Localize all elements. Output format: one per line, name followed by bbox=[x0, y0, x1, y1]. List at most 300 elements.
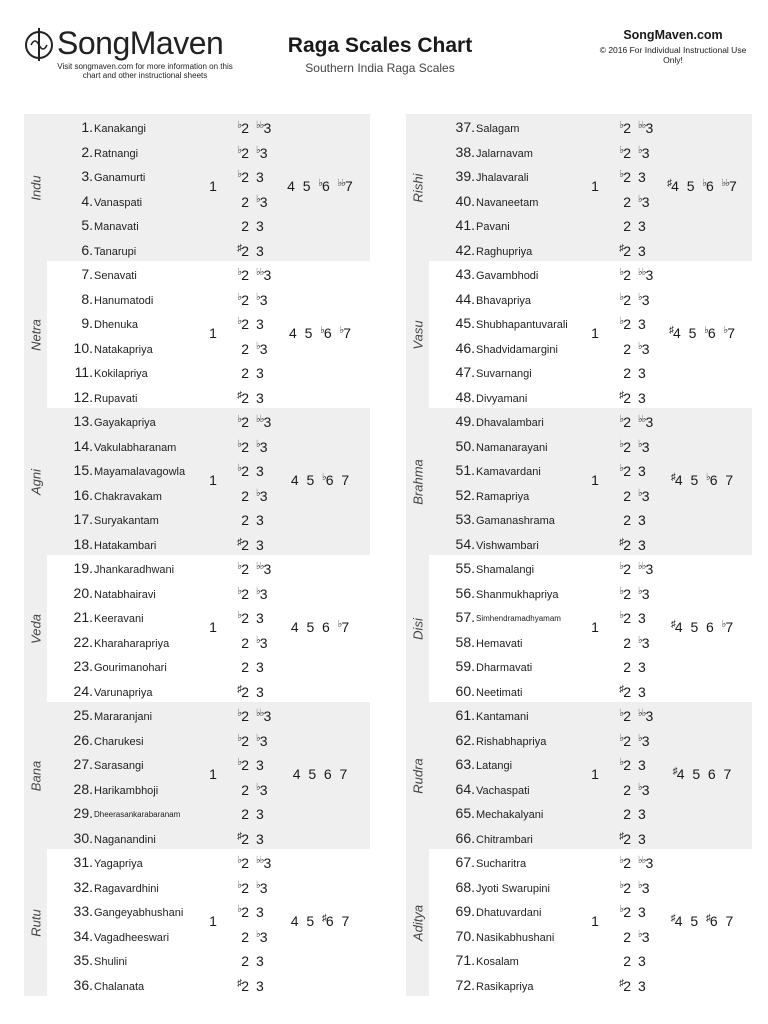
degree-2-value: 2 bbox=[241, 806, 249, 822]
raga-name: Ragavardhini bbox=[94, 882, 159, 895]
raga-row bbox=[429, 727, 752, 752]
degree-2-value: 2 bbox=[623, 781, 631, 798]
degree-3-value: 3 bbox=[259, 732, 268, 749]
degree-3-value: 3 bbox=[638, 757, 646, 773]
upper-a4: ♯ bbox=[669, 325, 674, 336]
degree-2-value: 2 bbox=[241, 291, 249, 308]
degree-3-value: 3 bbox=[256, 365, 264, 381]
tonic: 1 bbox=[209, 619, 217, 635]
raga-name: Sarasangi bbox=[94, 760, 144, 772]
degree-2-accidental: ♭ bbox=[237, 610, 242, 621]
raga-number: 38. bbox=[455, 143, 475, 160]
degree-2-accidental: ♯ bbox=[237, 683, 242, 695]
degree-3-accidental: ♭ bbox=[256, 144, 260, 156]
upper-a6: ♭ bbox=[702, 178, 707, 189]
raga-name: Vanaspati bbox=[94, 196, 143, 209]
degree-3-accidental: ♭ bbox=[256, 291, 260, 303]
upper-d7: 7 bbox=[725, 913, 734, 929]
raga-number: 45. bbox=[455, 315, 475, 331]
upper-d7: 7 bbox=[341, 472, 350, 488]
degree-2-accidental: ♭ bbox=[619, 463, 624, 474]
degree-3 bbox=[256, 974, 284, 1001]
degree-3-accidental: ♭ bbox=[638, 732, 642, 744]
degree-3-accidental: ♭ bbox=[638, 487, 642, 499]
raga-number: 60. bbox=[455, 682, 475, 699]
degree-3-value: 3 bbox=[256, 463, 264, 479]
degree-3-value: 3 bbox=[638, 169, 646, 185]
degree-2-accidental: ♭ bbox=[619, 708, 624, 719]
raga-row bbox=[47, 408, 370, 433]
raga-number: 47. bbox=[455, 364, 475, 380]
degree-3-value: 3 bbox=[256, 389, 264, 406]
degree-3-value: 3 bbox=[263, 561, 272, 577]
group-label bbox=[406, 555, 429, 702]
raga-name: Neetimati bbox=[476, 686, 523, 699]
degree-3-value: 3 bbox=[641, 634, 650, 651]
degree-3-value: 3 bbox=[259, 291, 268, 308]
degree-2-value: 2 bbox=[623, 561, 631, 577]
degree-2-accidental: ♭ bbox=[237, 904, 242, 915]
degree-3-value: 3 bbox=[259, 879, 268, 896]
upper-degrees bbox=[270, 766, 370, 782]
group-label bbox=[24, 849, 47, 996]
upper-d7: 7 bbox=[725, 472, 734, 488]
upper-degrees bbox=[270, 913, 370, 929]
raga-name: Raghupriya bbox=[476, 245, 533, 258]
upper-d5: 5 bbox=[688, 325, 697, 341]
group-label bbox=[406, 114, 429, 261]
degree-2-value: 2 bbox=[623, 169, 631, 185]
degree-2-value: 2 bbox=[623, 855, 631, 871]
raga-number: 16. bbox=[73, 486, 93, 503]
tonic: 1 bbox=[591, 472, 599, 488]
group-label-text: Netra bbox=[28, 318, 43, 351]
degree-2-accidental: ♭ bbox=[237, 585, 242, 597]
upper-d6: 6 bbox=[325, 913, 334, 929]
tonic: 1 bbox=[209, 913, 217, 929]
degree-3-accidental: ♭♭ bbox=[638, 561, 646, 572]
degree-2-accidental: ♯ bbox=[237, 242, 242, 254]
upper-a4: ♯ bbox=[667, 178, 672, 189]
raga-number: 33. bbox=[73, 903, 93, 919]
raga-row bbox=[47, 849, 370, 874]
degree-2-value: 2 bbox=[241, 193, 249, 210]
raga-number: 7. bbox=[81, 266, 93, 282]
raga-group-vasu bbox=[406, 261, 752, 408]
tonic: 1 bbox=[591, 766, 599, 782]
degree-2-value: 2 bbox=[623, 904, 631, 920]
raga-number: 34. bbox=[73, 927, 93, 944]
upper-d4: 4 bbox=[289, 325, 297, 341]
degree-2-value: 2 bbox=[623, 218, 631, 234]
group-label-text: Indu bbox=[28, 174, 43, 201]
degree-3-value: 3 bbox=[259, 144, 268, 161]
raga-name: Chakravakam bbox=[94, 490, 162, 503]
degree-2-value: 2 bbox=[241, 242, 249, 259]
upper-d4: 4 bbox=[290, 913, 299, 929]
degree-2-value: 2 bbox=[241, 463, 249, 479]
upper-d7: 7 bbox=[723, 766, 732, 782]
raga-number: 46. bbox=[455, 339, 475, 356]
upper-d6: 6 bbox=[323, 766, 332, 782]
degree-2-value: 2 bbox=[623, 144, 631, 161]
upper-d7: 7 bbox=[339, 766, 348, 782]
degree-2-accidental: ♭ bbox=[237, 291, 242, 303]
raga-name: Hatakambari bbox=[94, 539, 157, 552]
degree-3-value: 3 bbox=[263, 267, 272, 283]
raga-row bbox=[47, 384, 370, 409]
raga-name: Kharaharapriya bbox=[94, 637, 170, 650]
raga-row bbox=[47, 237, 370, 262]
degree-2-value: 2 bbox=[623, 585, 631, 602]
upper-a6: ♯ bbox=[705, 913, 710, 924]
degree-3-value: 3 bbox=[638, 316, 646, 332]
raga-number: 44. bbox=[455, 290, 475, 307]
upper-a7: ♭ bbox=[339, 325, 344, 336]
degree-3-value: 3 bbox=[638, 953, 646, 969]
degree-3-accidental: ♭ bbox=[256, 928, 260, 940]
raga-group-rishi bbox=[406, 114, 752, 261]
degree-2-value: 2 bbox=[241, 414, 249, 430]
group-label bbox=[406, 702, 429, 849]
degree-3-accidental: ♭♭ bbox=[638, 708, 646, 719]
raga-row bbox=[47, 678, 370, 703]
upper-degrees bbox=[652, 766, 752, 782]
raga-number: 19. bbox=[73, 560, 93, 576]
upper-d5: 5 bbox=[692, 766, 701, 782]
upper-d7: 7 bbox=[725, 619, 734, 635]
degree-2-accidental: ♭ bbox=[237, 438, 242, 450]
degree-3-accidental: ♭ bbox=[638, 879, 642, 891]
songmaven-logo[interactable] bbox=[24, 24, 244, 84]
upper-a4: ♯ bbox=[670, 913, 675, 924]
group-label bbox=[24, 261, 47, 408]
degree-3-value: 3 bbox=[645, 414, 654, 430]
degree-2-value: 2 bbox=[241, 218, 249, 234]
degree-3-value: 3 bbox=[641, 732, 650, 749]
raga-number: 55. bbox=[455, 560, 475, 576]
degree-3-accidental: ♭ bbox=[256, 634, 260, 646]
raga-number: 20. bbox=[73, 584, 93, 601]
degree-2-value: 2 bbox=[623, 659, 631, 675]
upper-d6: 6 bbox=[322, 619, 330, 635]
upper-d6: 6 bbox=[709, 472, 718, 488]
tonic: 1 bbox=[209, 178, 217, 194]
raga-name: Pavani bbox=[476, 221, 510, 233]
raga-number: 15. bbox=[73, 462, 93, 478]
upper-d4: 4 bbox=[292, 766, 301, 782]
degree-2-value: 2 bbox=[623, 389, 631, 406]
group-label-text: Bana bbox=[28, 760, 43, 791]
degree-3-accidental: ♭♭ bbox=[256, 414, 264, 425]
raga-number: 40. bbox=[455, 192, 475, 209]
raga-name: Shadvidamargini bbox=[476, 343, 558, 356]
degree-2-value: 2 bbox=[241, 561, 249, 577]
raga-number: 22. bbox=[73, 633, 93, 650]
raga-name: Tanarupi bbox=[94, 245, 137, 258]
raga-row bbox=[47, 261, 370, 286]
raga-name: Hanumatodi bbox=[94, 294, 154, 307]
raga-name: Keeravani bbox=[94, 613, 144, 625]
logo-text: SongMaven bbox=[57, 25, 224, 61]
degree-2-accidental: ♭ bbox=[619, 732, 624, 744]
upper-degrees bbox=[270, 619, 370, 635]
raga-row bbox=[47, 702, 370, 727]
upper-d5: 5 bbox=[690, 913, 699, 929]
raga-row bbox=[47, 653, 370, 678]
degree-2-accidental: ♭ bbox=[619, 120, 624, 131]
raga-name: Natabhairavi bbox=[94, 588, 156, 601]
degree-3-accidental: ♭ bbox=[256, 732, 260, 744]
raga-number: 25. bbox=[73, 707, 93, 723]
degree-3-value: 3 bbox=[256, 316, 264, 332]
raga-number: 66. bbox=[455, 829, 475, 846]
upper-d5: 5 bbox=[304, 325, 313, 341]
group-label-text: Vasu bbox=[410, 319, 425, 350]
upper-a6: ♭ bbox=[320, 325, 324, 336]
upper-d4: 4 bbox=[674, 913, 683, 929]
upper-d5: 5 bbox=[306, 913, 315, 929]
upper-a7: ♭ bbox=[721, 619, 726, 630]
raga-name: Latangi bbox=[476, 760, 513, 772]
raga-row bbox=[429, 506, 752, 531]
degree-3-value: 3 bbox=[641, 438, 650, 455]
upper-d4: 4 bbox=[287, 178, 295, 194]
raga-number: 9. bbox=[81, 315, 93, 331]
raga-name: Ramapriya bbox=[476, 490, 530, 503]
degree-3-value: 3 bbox=[259, 340, 268, 357]
upper-d6: 6 bbox=[322, 178, 330, 194]
degree-2-value: 2 bbox=[241, 683, 249, 700]
tonic: 1 bbox=[591, 619, 599, 635]
degree-2-accidental: ♭ bbox=[237, 120, 242, 131]
raga-name: Mararanjani bbox=[94, 711, 153, 723]
raga-name: Gourimanohari bbox=[94, 662, 167, 674]
group-label-text: Veda bbox=[28, 613, 43, 644]
degree-2-value: 2 bbox=[623, 830, 631, 847]
raga-name: Charukesi bbox=[94, 735, 144, 748]
degree-2-value: 2 bbox=[623, 414, 631, 430]
degree-3-accidental: ♭ bbox=[638, 291, 642, 303]
degree-2-value: 2 bbox=[623, 634, 631, 651]
raga-name: Dharmavati bbox=[476, 662, 533, 674]
upper-d7: 7 bbox=[341, 913, 350, 929]
page-subtitle: Southern India Raga Scales bbox=[305, 61, 455, 75]
raga-name: Manavati bbox=[94, 221, 139, 233]
raga-name: Ganamurti bbox=[94, 172, 146, 184]
raga-number: 69. bbox=[455, 903, 475, 919]
degree-3-accidental: ♭ bbox=[638, 585, 642, 597]
group-label bbox=[24, 408, 47, 555]
degree-3-accidental: ♭ bbox=[256, 781, 260, 793]
degree-2-value: 2 bbox=[623, 953, 631, 969]
raga-row bbox=[47, 114, 370, 139]
degree-2-value: 2 bbox=[241, 781, 249, 798]
upper-degrees bbox=[652, 325, 752, 341]
raga-row bbox=[429, 261, 752, 286]
raga-name: Shamalangi bbox=[476, 564, 535, 576]
upper-d5: 5 bbox=[302, 178, 311, 194]
degree-2-accidental: ♭ bbox=[237, 463, 242, 474]
degree-2-value: 2 bbox=[241, 512, 249, 528]
raga-number: 63. bbox=[455, 756, 475, 772]
degree-3-accidental: ♭♭ bbox=[638, 414, 646, 425]
raga-name: Chitrambari bbox=[476, 833, 533, 846]
raga-row bbox=[429, 237, 752, 262]
degree-2-accidental: ♭ bbox=[619, 316, 624, 327]
degree-3-value: 3 bbox=[256, 536, 264, 553]
raga-row bbox=[429, 212, 752, 237]
raga-name: Nasikabhushani bbox=[476, 931, 555, 944]
raga-row bbox=[47, 359, 370, 384]
upper-d6: 6 bbox=[709, 913, 718, 929]
degree-3-accidental: ♭♭ bbox=[256, 855, 264, 866]
raga-row bbox=[429, 555, 752, 580]
raga-number: 35. bbox=[73, 952, 93, 968]
group-label-text: Rutu bbox=[28, 908, 43, 937]
upper-degrees bbox=[270, 178, 370, 194]
raga-row bbox=[429, 702, 752, 727]
raga-number: 49. bbox=[455, 413, 475, 429]
degree-2-accidental: ♭ bbox=[619, 414, 624, 425]
degree-2-accidental: ♭ bbox=[619, 904, 624, 915]
upper-degrees bbox=[652, 913, 752, 929]
raga-name: Mayamalavagowla bbox=[94, 466, 186, 478]
raga-row bbox=[429, 678, 752, 703]
upper-d4: 4 bbox=[290, 619, 299, 635]
raga-number: 17. bbox=[73, 511, 93, 527]
logo-note: Visit songmaven.com for more information on this chart and other instructional sheets bbox=[57, 62, 233, 80]
degree-3-accidental: ♭ bbox=[256, 585, 260, 597]
degree-3-accidental: ♭ bbox=[638, 144, 642, 156]
raga-row bbox=[47, 580, 370, 605]
raga-group-agni bbox=[24, 408, 370, 555]
degree-2-accidental: ♯ bbox=[619, 977, 624, 989]
degree-2-accidental: ♭ bbox=[237, 561, 242, 572]
upper-d5: 5 bbox=[306, 619, 315, 635]
degree-3-value: 3 bbox=[256, 610, 264, 626]
upper-a7: ♭♭ bbox=[337, 178, 346, 189]
degree-2-value: 2 bbox=[241, 438, 249, 455]
upper-d7: 7 bbox=[341, 619, 350, 635]
raga-number: 58. bbox=[455, 633, 475, 650]
upper-d4: 4 bbox=[674, 472, 683, 488]
degree-3-value: 3 bbox=[638, 463, 646, 479]
raga-name: Suryakantam bbox=[94, 515, 159, 527]
raga-name: Hemavati bbox=[476, 637, 523, 650]
upper-degrees bbox=[270, 325, 370, 341]
raga-number: 59. bbox=[455, 658, 475, 674]
degree-3 bbox=[638, 974, 666, 1001]
raga-number: 70. bbox=[455, 927, 475, 944]
degree-2-accidental: ♭ bbox=[619, 144, 624, 156]
raga-name: Suvarnangi bbox=[476, 368, 532, 380]
degree-3-value: 3 bbox=[256, 953, 264, 969]
degree-3-accidental: ♭♭ bbox=[256, 708, 264, 719]
upper-a6: ♭ bbox=[318, 178, 323, 189]
raga-name: Namanarayani bbox=[476, 441, 548, 454]
raga-row bbox=[47, 727, 370, 752]
raga-name: Dheerasankarabaranam bbox=[94, 810, 181, 819]
group-label-text: Agni bbox=[28, 468, 43, 495]
raga-group-aditya bbox=[406, 849, 752, 996]
degree-3-value: 3 bbox=[638, 830, 646, 847]
raga-row bbox=[429, 653, 752, 678]
degree-3-value: 3 bbox=[263, 120, 272, 136]
degree-3-value: 3 bbox=[638, 389, 646, 406]
degree-3-value: 3 bbox=[645, 120, 654, 136]
raga-row bbox=[429, 139, 752, 164]
raga-row bbox=[429, 849, 752, 874]
degree-2-accidental: ♭ bbox=[237, 757, 242, 768]
degree-2-value: 2 bbox=[623, 438, 631, 455]
raga-number: 56. bbox=[455, 584, 475, 601]
raga-row bbox=[47, 531, 370, 556]
raga-number: 64. bbox=[455, 780, 475, 797]
raga-row bbox=[47, 506, 370, 531]
degree-2-value: 2 bbox=[241, 169, 249, 185]
raga-name: Divyamani bbox=[476, 392, 528, 405]
degree-2-value: 2 bbox=[623, 732, 631, 749]
degree-2-accidental: ♯ bbox=[619, 536, 624, 548]
raga-number: 8. bbox=[81, 290, 93, 307]
degree-3-value: 3 bbox=[256, 904, 264, 920]
raga-name: Mechakalyani bbox=[476, 809, 544, 821]
degree-3-value: 3 bbox=[638, 365, 646, 381]
raga-name: Sucharitra bbox=[476, 858, 527, 870]
raga-name: Vagadheeswari bbox=[94, 931, 170, 944]
raga-row bbox=[429, 531, 752, 556]
brand-link[interactable]: SongMaven.com bbox=[623, 28, 723, 42]
upper-degrees bbox=[652, 619, 752, 635]
degree-2-value: 2 bbox=[241, 536, 249, 553]
degree-2-accidental: ♭ bbox=[237, 267, 242, 278]
raga-number: 53. bbox=[455, 511, 475, 527]
degree-2-accidental: ♯ bbox=[237, 830, 242, 842]
degree-2-accidental: ♭ bbox=[619, 438, 624, 450]
raga-number: 21. bbox=[73, 609, 93, 625]
raga-name: Vachaspati bbox=[476, 784, 530, 797]
degree-2-value: 2 bbox=[241, 634, 249, 651]
upper-d6: 6 bbox=[325, 472, 334, 488]
degree-3-value: 3 bbox=[259, 928, 268, 945]
raga-group-netra bbox=[24, 261, 370, 408]
degree-3-value: 3 bbox=[259, 438, 268, 455]
raga-group-bana bbox=[24, 702, 370, 849]
degree-2-value: 2 bbox=[241, 659, 249, 675]
degree-3-value: 3 bbox=[256, 242, 264, 259]
raga-name: Kanakangi bbox=[94, 123, 146, 135]
degree-2-accidental: ♭ bbox=[619, 561, 624, 572]
raga-number: 51. bbox=[455, 462, 475, 478]
upper-d5: 5 bbox=[306, 472, 315, 488]
degree-3-accidental: ♭ bbox=[638, 193, 642, 205]
degree-3-value: 3 bbox=[256, 757, 264, 773]
raga-number: 71. bbox=[455, 952, 475, 968]
raga-row bbox=[429, 825, 752, 850]
degree-2-value: 2 bbox=[241, 365, 249, 381]
right-column bbox=[406, 114, 752, 996]
upper-a7: ♭♭ bbox=[721, 178, 730, 189]
group-label bbox=[24, 702, 47, 849]
upper-a4: ♯ bbox=[670, 472, 675, 483]
raga-number: 18. bbox=[73, 535, 93, 552]
raga-number: 41. bbox=[455, 217, 475, 233]
raga-name: Dhatuvardani bbox=[476, 907, 542, 919]
tonic: 1 bbox=[591, 913, 599, 929]
raga-number: 6. bbox=[81, 241, 93, 258]
raga-name: Kokilapriya bbox=[94, 368, 148, 380]
